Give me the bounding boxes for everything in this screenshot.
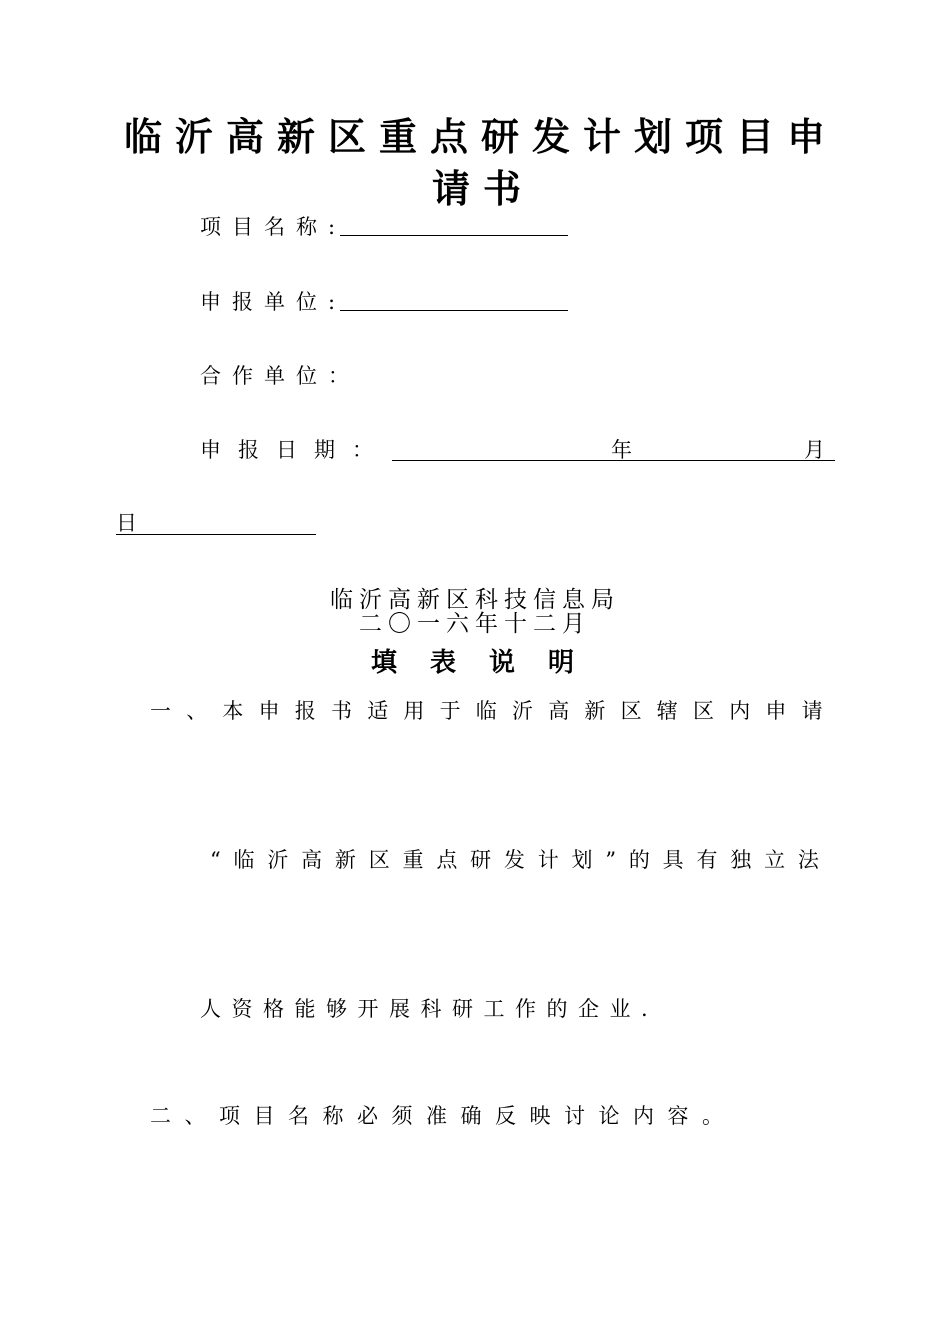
- day-label: 日: [116, 511, 137, 535]
- issuer-organization: 临沂高新区科技信息局: [330, 587, 620, 613]
- instruction-item-1-line-3: 人资格能够开展科研工作的企业.: [200, 997, 659, 1021]
- instructions-heading: 填表说明: [370, 648, 607, 678]
- project-name-blank[interactable]: [340, 211, 568, 236]
- instruction-item-1-line-2: “临沂高新区重点研发计划”的具有独立法: [210, 848, 832, 872]
- document-title-line-2: 请书: [431, 166, 534, 211]
- document-title-line-1: 临沂高新区重点研发计划项目申: [123, 114, 838, 159]
- project-name-label: 项目名称:: [200, 215, 347, 239]
- issue-date: 二〇一六年十二月: [359, 611, 591, 637]
- instruction-item-1-line-1: 一、本申报书适用于临沂高新区辖区内申请: [150, 699, 838, 723]
- month-label: 月: [804, 438, 825, 462]
- day-blank-line[interactable]: [116, 510, 316, 535]
- applicant-label: 申报单位:: [200, 290, 347, 314]
- partner-label: 合作单位：: [200, 364, 360, 388]
- instruction-item-2: 二、项目名称必须准确反映讨论内容。: [150, 1104, 737, 1128]
- applicant-blank[interactable]: [340, 286, 568, 311]
- date-label: 申报日期：: [200, 438, 390, 462]
- year-label: 年: [611, 438, 632, 462]
